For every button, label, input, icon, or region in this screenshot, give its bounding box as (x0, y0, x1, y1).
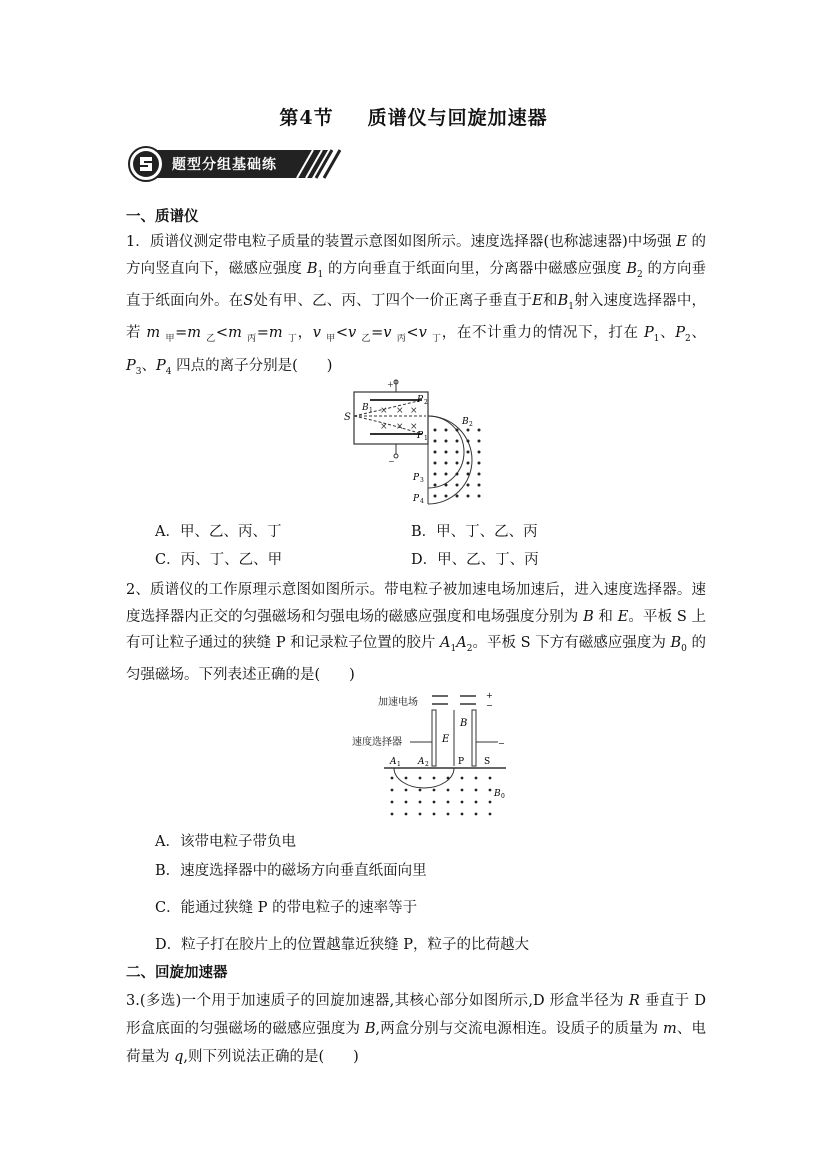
svg-text:P: P (458, 757, 465, 767)
page-title (0, 103, 827, 130)
svg-text:+: + (387, 380, 394, 389)
svg-text:1: 1 (369, 407, 373, 414)
svg-text:B: B (494, 789, 501, 799)
svg-text:S: S (344, 412, 351, 423)
question-3: 3.(多选)一个用于加速质子的回旋加速器,其核心部分如图所示,D 形盒半径为 R 垂直于 D 形盒底面的匀强磁场的磁感应强度为 B,两盒分别与交流电源相连。设质子的质量为 m、电荷量为 q,则下列说法正确的是( ) (126, 993, 707, 1065)
q2-option-a[interactable]: A．该带电粒子带负电 (155, 834, 296, 850)
figure-1-svg (340, 378, 490, 506)
q1-option-c[interactable]: C．丙、丁、乙、甲 (155, 552, 283, 568)
question-2: 2、质谱仪的工作原理示意图如图所示。带电粒子被加速电场加速后，进入速度选择器。速度选择器内正交的匀强磁场和匀强电场的磁感应强度和电场强度分别为 B 和 E。平板 S 上有可让粒子通过的狭缝 P 和记录粒子位置的胶片 $A_1A_2$。平板 S 下方有磁感应强度为 $B_0$ 的匀强磁场。下列表述正确的是( ) (126, 582, 707, 684)
svg-text:P: P (417, 395, 424, 405)
banner-label: 题型分组基础练 (172, 157, 277, 173)
q1-option-d[interactable]: D．甲、乙、丁、丙 (411, 552, 539, 568)
svg-text:×: × (396, 422, 404, 432)
q2-option-c[interactable]: C．能通过狭缝 P 的带电粒子的速率等于 (155, 900, 418, 916)
svg-text:×: × (410, 422, 418, 432)
svg-text:P: P (417, 431, 424, 441)
magnetic-field-dots (434, 429, 481, 498)
svg-text:B: B (460, 718, 468, 729)
svg-text:4: 4 (420, 498, 424, 505)
svg-text:S: S (484, 757, 491, 767)
svg-text:2: 2 (425, 761, 429, 768)
svg-text:−: − (388, 457, 395, 466)
q2-option-d[interactable]: D．粒子打在胶片上的位置越靠近狭缝 P，粒子的比荷越大 (155, 937, 529, 953)
section-heading-2: 二、回旋加速器 (126, 965, 228, 981)
svg-text:2: 2 (424, 399, 428, 406)
section-banner (128, 146, 344, 182)
svg-text:B: B (462, 417, 469, 427)
svg-text:0: 0 (501, 793, 505, 800)
svg-text:×: × (380, 422, 388, 432)
section-heading-1: 一、质谱仪 (126, 209, 199, 225)
svg-text:P: P (413, 494, 420, 504)
title-prefix: 第4节 (279, 107, 334, 129)
title-main: 质谱仪与回旋加速器 (367, 107, 548, 129)
svg-text:−: − (498, 739, 505, 748)
banner-emblem-icon (140, 157, 152, 171)
q2-option-b[interactable]: B．速度选择器中的磁场方向垂直纸面向里 (155, 863, 427, 879)
svg-text:A: A (418, 757, 425, 767)
svg-text:加速电场: 加速电场 (378, 697, 418, 708)
svg-text:×: × (410, 406, 418, 416)
svg-text:P: P (413, 473, 420, 483)
svg-text:1: 1 (397, 761, 401, 768)
magnetic-field-dots-2 (391, 777, 492, 816)
svg-text:−: − (486, 701, 493, 710)
svg-text:E: E (442, 734, 450, 745)
svg-text:×: × (396, 406, 404, 416)
q1-option-b[interactable]: B．甲、丁、乙、丙 (411, 524, 538, 540)
svg-text:速度选择器: 速度选择器 (352, 737, 402, 748)
svg-text:3: 3 (420, 477, 424, 484)
question-1: 1．质谱仪测定带电粒子质量的装置示意图如图所示。速度选择器(也称滤速器)中场强 E 的方向竖直向下，磁感应强度 $B_1$ 的方向垂直于纸面向里，分离器中磁感应强度 $B_2$ 的方向垂直于纸面向外。在S处有甲、乙、丙、丁四个一价正离子垂直于E和$B_1$射入速度选择器中，若 m $_甲$=m $_乙$<m $_丙$=m $_丁$，v $_甲$<v $_乙$=v $_丙$<v $_丁$，在不计重力的情况下，打在 $P_1$、$P_2$、$P_3$、$P_4$ 四点的离子分别是( ) (126, 234, 707, 377)
figure-2-svg (348, 688, 512, 822)
figure-mass-spectrometer (340, 378, 490, 510)
svg-text:×: × (380, 406, 388, 416)
q1-option-a[interactable]: A．甲、乙、丙、丁 (155, 524, 282, 540)
svg-text:1: 1 (424, 435, 428, 442)
figure-mass-spectrometer-2 (348, 688, 512, 826)
svg-text:B: B (362, 403, 369, 413)
svg-text:+: + (486, 691, 493, 700)
svg-text:A: A (390, 757, 397, 767)
svg-text:2: 2 (469, 421, 473, 428)
